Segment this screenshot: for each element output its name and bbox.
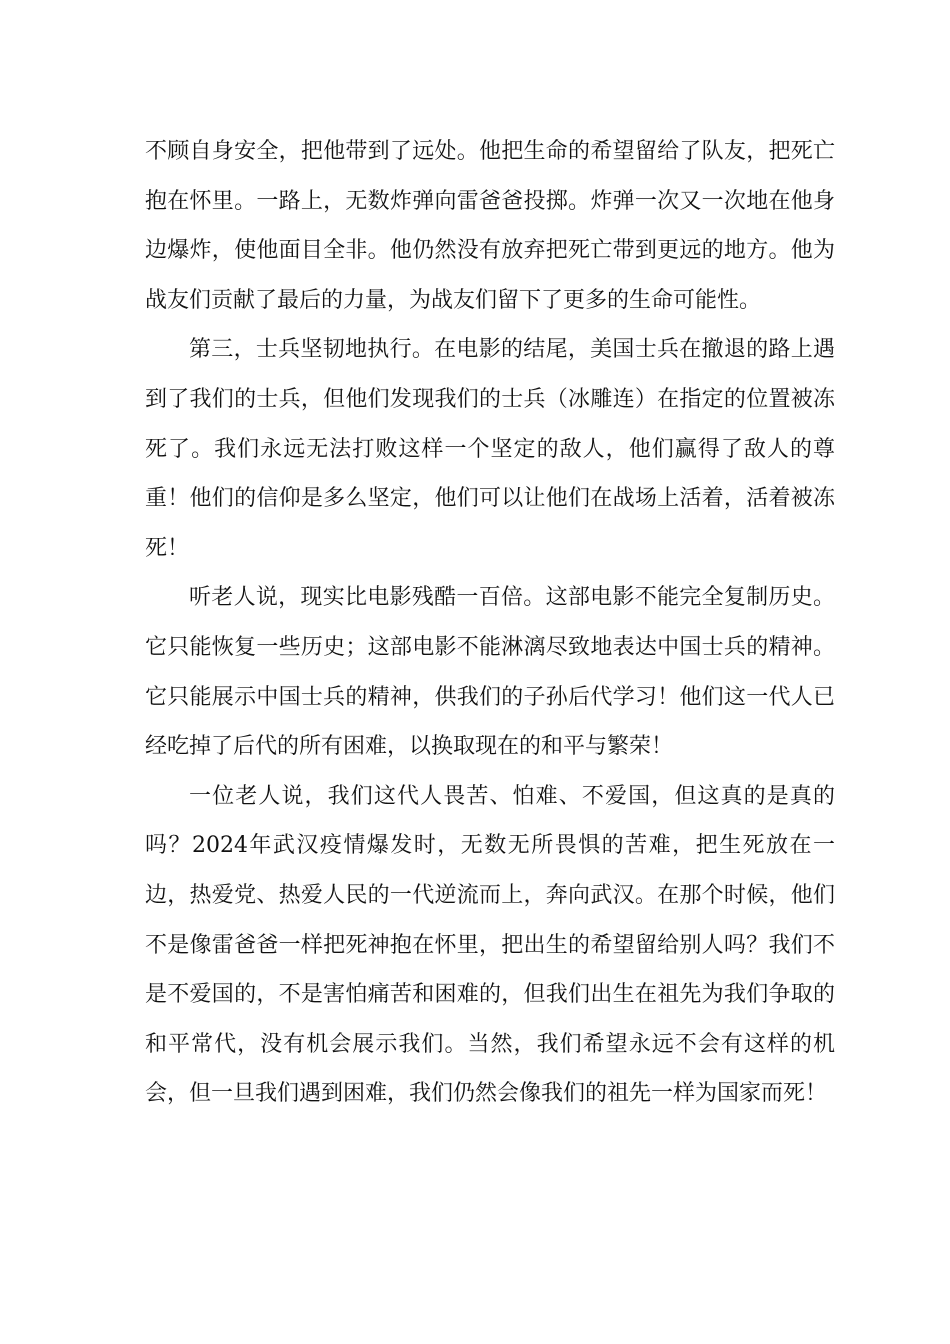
body-text (145, 127, 835, 1119)
paragraph-2: 第三，士兵坚韧地执行。在电影的结尾，美国士兵在撤退的路上遇到了我们的士兵，但他们发现我们的士兵（冰雕连）在指定的位置被冻死了。我们永远无法打败这样一个坚定的敌人，他们赢得了敌人的尊重！他们的信仰是多么坚定，他们可以让他们在战场上活着，活着被冻死！ (145, 337, 835, 561)
paragraph-3: 听老人说，现实比电影残酷一百倍。这部电影不能完全复制历史。它只能恢复一些历史；这部电影不能淋漓尽致地表达中国士兵的精神。它只能展示中国士兵的精神，供我们的子孙后代学习！他们这一代人已经吃掉了后代的所有困难，以换取现在的和平与繁荣！ (145, 585, 835, 760)
paragraph-4: 一位老人说，我们这代人畏苦、怕难、不爱国，但这真的是真的吗？2024年武汉疫情爆发时，无数无所畏惧的苦难，把生死放在一边，热爱党、热爱人民的一代逆流而上，奔向武汉。在那个时候，他们不是像雷爸爸一样把死神抱在怀里，把出生的希望留给别人吗？我们不是不爱国的，不是害怕痛苦和困难的，但我们出生在祖先为我们争取的和平常代，没有机会展示我们。当然，我们希望永远不会有这样的机会，但一旦我们遇到困难，我们仍然会像我们的祖先一样为国家而死！ (145, 783, 835, 1107)
paragraph-1: 不顾自身安全，把他带到了远处。他把生命的希望留给了队友，把死亡抱在怀里。一路上，无数炸弹向雷爸爸投掷。炸弹一次又一次地在他身边爆炸，使他面目全非。他仍然没有放弃把死亡带到更远的地方。他为战友们贡献了最后的力量，为战友们留下了更多的生命可能性。 (145, 139, 835, 313)
